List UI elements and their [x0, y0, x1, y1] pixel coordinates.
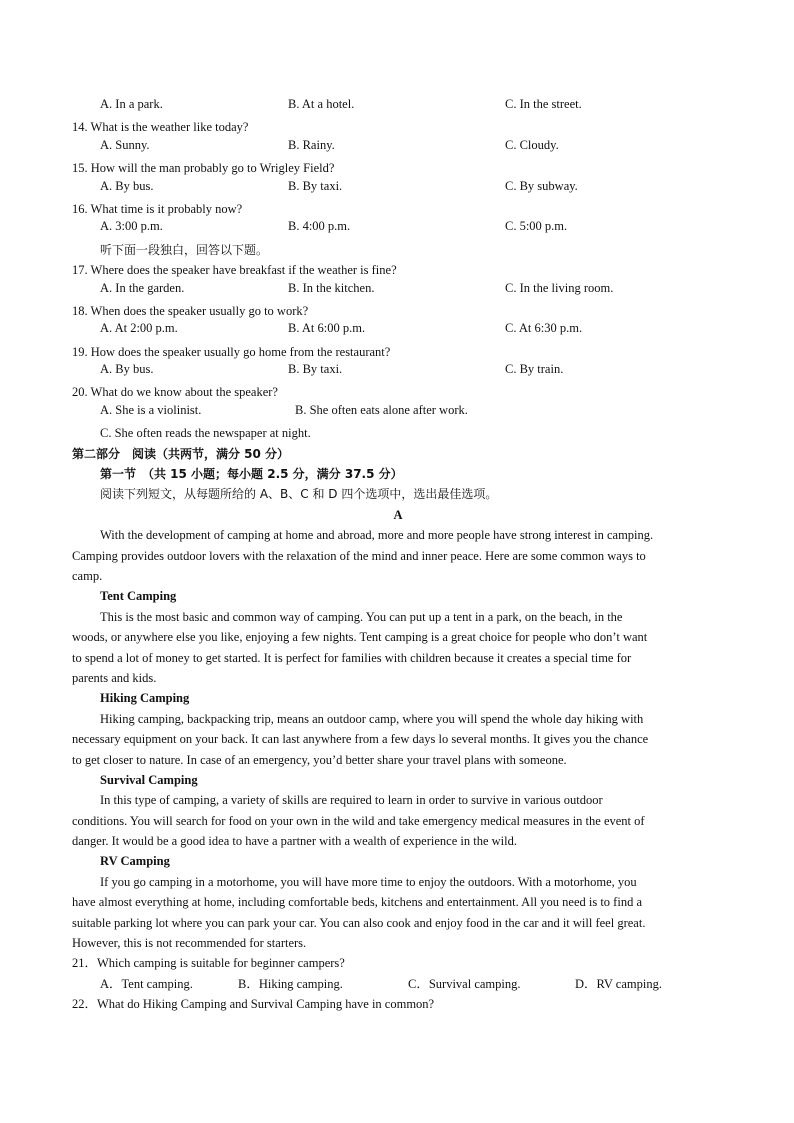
section-one-title: 第一节 （共 15 小题；每小题 2.5 分，满分 37.5 分） — [100, 467, 403, 482]
survival-line: conditions. You will search for food on your own in the wild and take emergency medical measures in the event of — [72, 813, 645, 828]
question-14: 14. What is the weather like today? — [72, 120, 249, 135]
question-18: 18. When does the speaker usually go to work? — [72, 303, 309, 318]
section-heading-rv-camping: RV Camping — [100, 854, 170, 869]
q14-option-c: C. Cloudy. — [505, 137, 559, 152]
reading-instruction: 阅读下列短文，从每题所给的 A、B、C 和 D 四个选项中，选出最佳选项。 — [100, 487, 498, 502]
q14-option-b: B. Rainy. — [288, 137, 335, 152]
q16-options — [72, 219, 724, 239]
intro-line: With the development of camping at home and abroad, more and more people have strong interest in camping. — [100, 528, 654, 543]
intro-line: camp. — [72, 568, 103, 583]
q15-option-a: A. By bus. — [100, 178, 154, 193]
question-22: 22．What do Hiking Camping and Survival Camping have in common? — [72, 997, 435, 1012]
section-heading-tent-camping: Tent Camping — [100, 589, 177, 604]
question-15: 15. How will the man probably go to Wrigley Field? — [72, 161, 335, 176]
question-21: 21．Which camping is suitable for beginner campers? — [72, 956, 345, 971]
q20-option-b: B. She often eats alone after work. — [295, 402, 468, 417]
q13-option-a: A. In a park. — [100, 97, 163, 111]
survival-line: danger. It would be a good idea to have a partner with a wealth of experience in the wild. — [72, 834, 517, 849]
q13-option-c: C. In the street. — [505, 97, 582, 111]
q17-option-b: B. In the kitchen. — [288, 280, 375, 295]
question-17: 17. Where does the speaker have breakfast if the weather is fine? — [72, 263, 397, 278]
q15-option-b: B. By taxi. — [288, 178, 343, 193]
q18-option-a: A. At 2:00 p.m. — [100, 321, 178, 336]
section-heading-hiking-camping: Hiking Camping — [100, 691, 190, 706]
question-20: 20. What do we know about the speaker? — [72, 385, 278, 400]
part-two-title: 第二部分 阅读（共两节，满分 50 分） — [72, 446, 290, 461]
monologue-instruction: 听下面一段独白，回答以下题。 — [100, 242, 269, 257]
q16-option-b: B. 4:00 p.m. — [288, 219, 351, 234]
section-heading-survival-camping: Survival Camping — [100, 772, 198, 787]
rv-line: If you go camping in a motorhome, you will have more time to enjoy the outdoors. With a motorhome, you — [100, 874, 637, 889]
q21-option-a: A．Tent camping. — [100, 976, 193, 991]
tent-line: parents and kids. — [72, 670, 157, 685]
q20-option-c: C. She often reads the newspaper at night. — [100, 426, 311, 441]
q19-option-b: B. By taxi. — [288, 362, 343, 377]
question-19: 19. How does the speaker usually go home from the restaurant? — [72, 344, 391, 359]
tent-line: This is the most basic and common way of camping. You can put up a tent in a park, on the beach, in the — [100, 609, 623, 624]
tent-line: woods, or anywhere else you like, enjoying a few nights. Tent camping is a great choice for people who don’t want — [72, 630, 648, 645]
tent-line: to spend a lot of money to get started. It is perfect for families with children because it creates a special time for — [72, 650, 632, 665]
q21-option-c: C．Survival camping. — [408, 976, 521, 991]
q13-option-b: B. At a hotel. — [288, 97, 355, 111]
q16-option-a: A. 3:00 p.m. — [100, 219, 163, 234]
intro-paragraph — [72, 525, 724, 586]
q17-options — [72, 281, 724, 301]
q15-options — [72, 179, 724, 199]
q18-options — [72, 321, 724, 341]
intro-line: Camping provides outdoor lovers with the relaxation of the mind and inner peace. Here are some common ways to — [72, 548, 646, 563]
q17-option-c: C. In the living room. — [505, 280, 614, 295]
q20-option-a: A. She is a violinist. — [100, 402, 202, 417]
q20-options-ab — [72, 403, 724, 423]
q15-option-c: C. By subway. — [505, 178, 578, 193]
q14-option-a: A. Sunny. — [100, 137, 150, 152]
hiking-line: to get closer to nature. In case of an emergency, you’d better share your travel plans with someone. — [72, 752, 567, 767]
q18-option-b: B. At 6:00 p.m. — [288, 321, 366, 336]
q21-option-b: B．Hiking camping. — [238, 976, 343, 991]
rv-line: However, this is not recommended for starters. — [72, 936, 307, 951]
q18-option-c: C. At 6:30 p.m. — [505, 321, 583, 336]
exam-content — [72, 97, 724, 1015]
q14-options — [72, 138, 724, 158]
q19-option-c: C. By train. — [505, 362, 564, 377]
rv-line: have almost everything at home, including comfortable beds, kitchens and entertainment. All you need is to find a — [72, 895, 642, 910]
question-16: 16. What time is it probably now? — [72, 201, 243, 216]
rv-line: suitable parking lot where you can park your car. You can also cook and enjoy food in the car and it will feel great. — [72, 915, 646, 930]
q19-option-a: A. By bus. — [100, 362, 154, 377]
survival-line: In this type of camping, a variety of skills are required to learn in order to survive in various outdoor — [100, 793, 603, 808]
hiking-line: necessary equipment on your back. It can last anywhere from a few days lo several months. It gives you the chance — [72, 732, 649, 747]
q19-options — [72, 362, 724, 382]
q17-option-a: A. In the garden. — [100, 280, 185, 295]
q21-options — [72, 974, 724, 994]
q13-options — [72, 97, 724, 117]
q21-option-d: D．RV camping. — [575, 976, 662, 991]
passage-label: A — [393, 507, 403, 522]
hiking-line: Hiking camping, backpacking trip, means an outdoor camp, where you will spend the whole day hiking with — [100, 711, 644, 726]
q16-option-c: C. 5:00 p.m. — [505, 219, 568, 234]
